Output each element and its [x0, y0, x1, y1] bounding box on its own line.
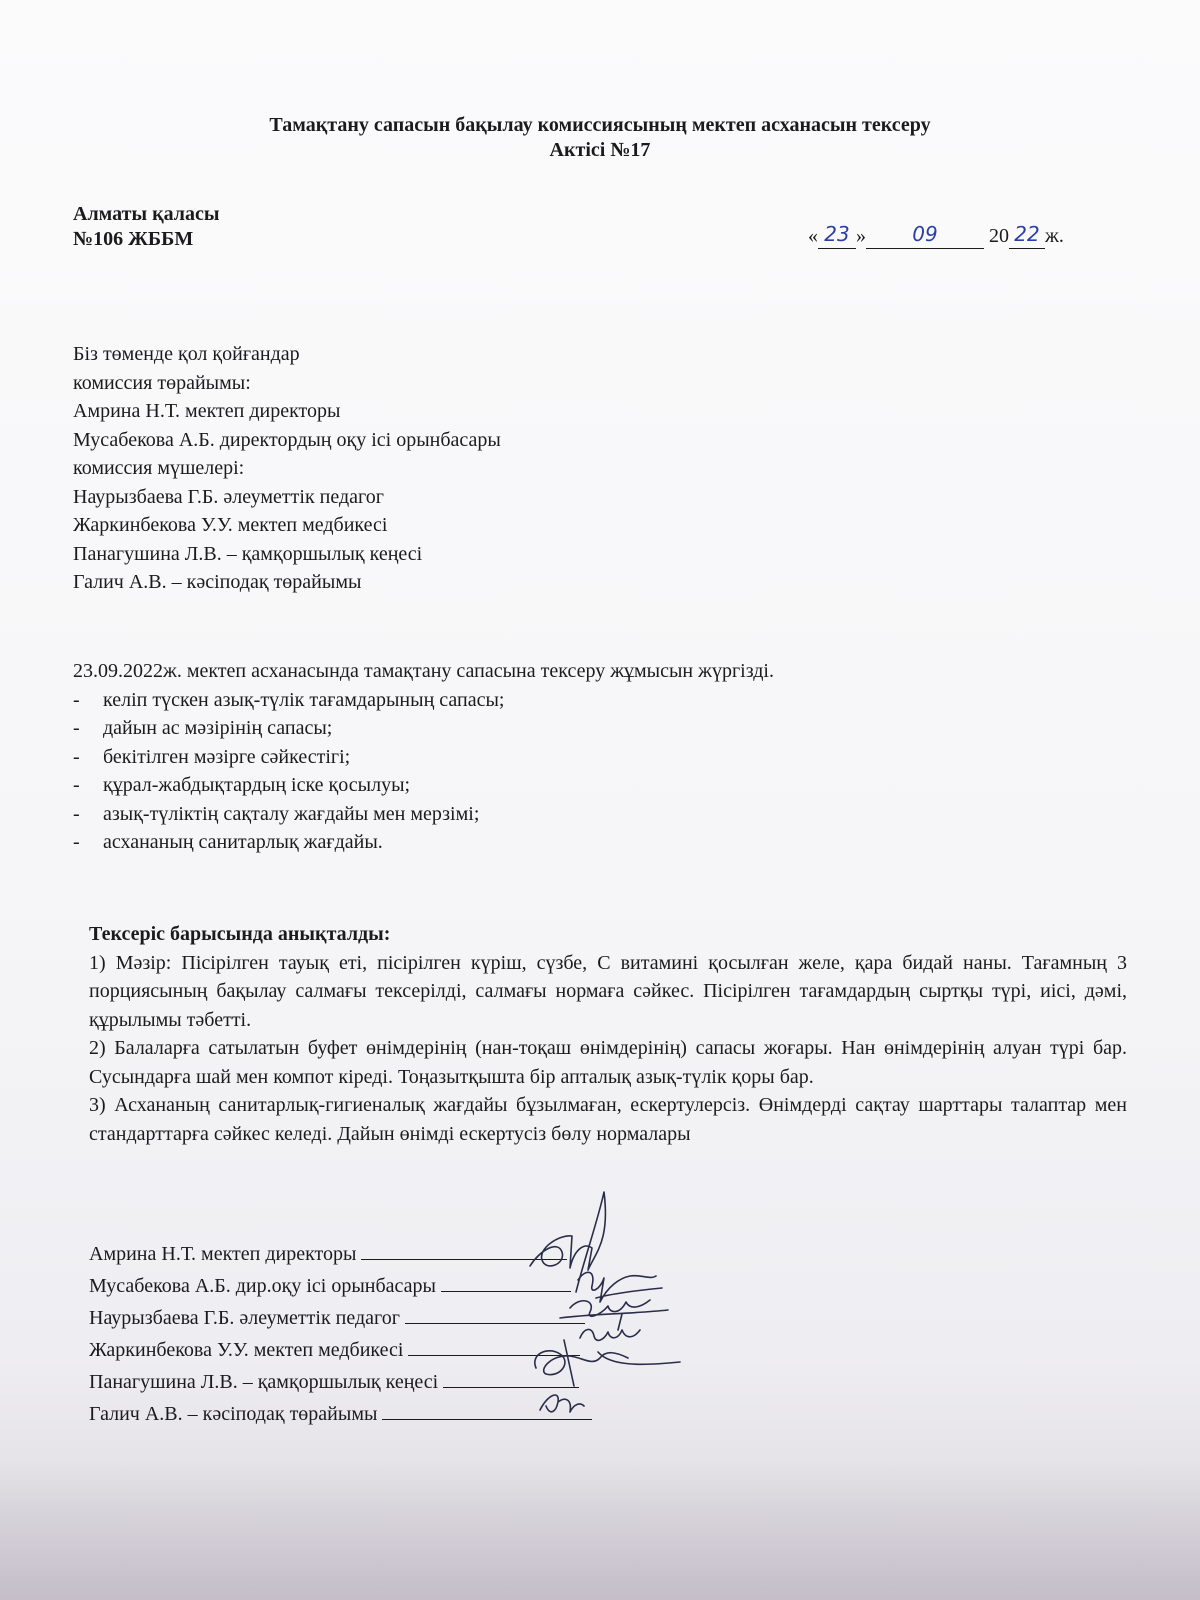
list-item [73, 828, 1113, 857]
inspection-scope [73, 657, 1113, 857]
members-line: Біз төменде қол қойғандар [73, 343, 300, 365]
dash-bullet: - [73, 774, 80, 796]
inspection-intro: 23.09.2022ж. мектеп асханасында тамақтану сапасына тексеру жұмысын жүргізді. [73, 660, 774, 682]
signature-panagushina [535, 1340, 680, 1386]
title-line-1: Тамақтану сапасын бақылау комиссиясының мектеп асханасын тексеру [269, 114, 931, 136]
city-name: Алматы қаласы [73, 203, 220, 225]
list-item-text: бекітілген мәзірге сәйкестігі; [103, 745, 351, 768]
list-item-text: асхананың санитарлық жағдайы. [103, 831, 383, 853]
signer-name: Наурызбаева Г.Б. әлеуметтік педагог [89, 1307, 400, 1329]
dash-bullet: - [73, 802, 80, 825]
dash-bullet: - [73, 831, 80, 853]
commission-members [73, 340, 501, 597]
signature-musabekova [578, 1272, 662, 1302]
date-close-quote: » [856, 225, 866, 247]
signer-name: Амрина Н.Т. мектеп директоры [89, 1243, 357, 1265]
date-open-quote: « [808, 225, 818, 247]
members-line: Наурызбаева Г.Б. әлеуметтік педагог [73, 485, 384, 508]
list-item [73, 800, 1113, 829]
list-item [73, 686, 1113, 715]
signer-name: Панагушина Л.В. – қамқоршылық кеңесі [89, 1371, 439, 1393]
members-line: Амрина Н.Т. мектеп директоры [73, 400, 341, 422]
findings-heading: Тексеріс барысында анықталды: [89, 923, 391, 945]
document-title [0, 113, 1200, 163]
date-month: 09 [866, 224, 984, 249]
date-year-end: ж. [1045, 225, 1064, 247]
dash-bullet: - [73, 717, 80, 739]
finding-paragraph-1: 1) Мәзір: Пісірілген тауық еті, пісірілген күріш, сүзбе, С витамині қосылған желе, қара бидай наны. Тағамның 3 порциясының бақылау салмағы тексерілді, салмағы нормаға сәйкес. Пісірілген тағамдардың сыртқы түрі, иісі, дәмі, құрылымы тәбетті. [89, 951, 1127, 1031]
list-item [73, 771, 1113, 800]
location-block [73, 202, 219, 252]
date-day: 23 [818, 224, 856, 249]
signature-galich [540, 1395, 584, 1412]
signature-amrina [530, 1192, 605, 1292]
school-name: №106 ЖББМ [73, 228, 194, 250]
members-line: Галич А.В. – кәсіподақ төрайымы [73, 571, 362, 593]
finding-paragraph-3: 3) Асхананың санитарлық-гигиеналық жағдайы бұзылмаған, ескертулерсіз. Өнімдерді сақтау шарттары талаптар мен стандарттарға сәйкес келеді. Дайын өнімді ескертусіз бөлу нормалары [89, 1094, 1127, 1145]
members-line: Жаркинбекова У.У. мектеп медбикесі [73, 514, 388, 536]
signer-name: Мусабекова А.Б. дир.оқу ісі орынбасары [89, 1275, 436, 1297]
list-item-text: дайын ас мәзірінің сапасы; [103, 717, 333, 739]
signer-name: Галич А.В. – кәсіподақ төрайымы [89, 1403, 378, 1425]
dash-bullet: - [73, 688, 80, 711]
list-item [73, 714, 1113, 743]
signer-name: Жаркинбекова У.У. мектеп медбикесі [89, 1339, 404, 1361]
members-line: Панагушина Л.В. – қамқоршылық кеңесі [73, 542, 423, 565]
signature-zharkinbekova [580, 1314, 640, 1340]
members-line: комиссия мүшелері: [73, 457, 245, 479]
act-date [808, 224, 1064, 249]
signature-naurysbaeva [560, 1300, 668, 1318]
title-line-2: Актісі №17 [549, 139, 651, 161]
date-year-prefix: 20 [989, 225, 1009, 247]
finding-paragraph-2: 2) Балаларға сатылатын буфет өнімдерінің (нан-тоқаш өнімдерінің) сапасы жоғары. Нан өнімдерінің алуан түрі бар. Сусындарға шай мен компот кіреді. Тоңазытқышта бір апталық азық-түлік қоры бар. [89, 1037, 1127, 1088]
members-line: комиссия төрайымы: [73, 371, 251, 394]
handwritten-signatures [500, 1190, 700, 1450]
findings-section [89, 920, 1127, 1148]
list-item [73, 743, 1113, 772]
members-line: Мусабекова А.Б. директордың оқу ісі орынбасары [73, 428, 501, 451]
inspection-list [73, 686, 1113, 857]
list-item-text: азық-түліктің сақталу жағдайы мен мерзімі; [103, 802, 480, 825]
list-item-text: құрал-жабдықтардың іске қосылуы; [103, 774, 411, 796]
list-item-text: келіп түскен азық-түлік тағамдарының сапасы; [103, 688, 505, 711]
dash-bullet: - [73, 745, 80, 768]
date-year-suffix: 22 [1009, 224, 1045, 249]
